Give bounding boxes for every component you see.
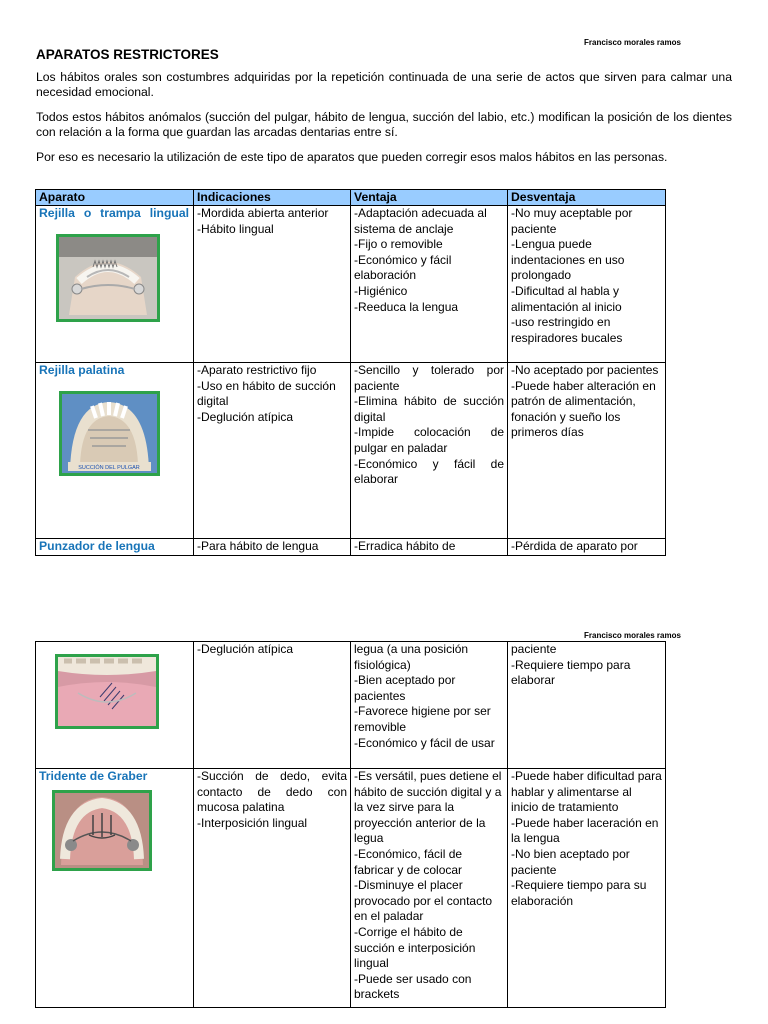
- ventaja-item: -Reeduca la lengua: [354, 299, 459, 314]
- dental-appliance-photo: [56, 234, 160, 322]
- ventaja-item: -Económico, fácil de fabricar y de colocar: [354, 846, 463, 877]
- appliance-table-continued: [35, 641, 666, 1008]
- ventaja-cell: [351, 769, 508, 1008]
- indicacion-item: -Hábito lingual: [197, 221, 274, 236]
- palatal-crib-photo: [59, 391, 160, 476]
- indicaciones-cell: [194, 769, 351, 1008]
- indicacion-item: -Deglución atípica: [197, 409, 294, 424]
- desventaja-cell: [508, 539, 666, 556]
- table-row: [36, 206, 666, 363]
- header-desventaja: Desventaja: [508, 190, 666, 206]
- desventaja-cell: [508, 769, 666, 1008]
- indicaciones-cell: [194, 539, 351, 556]
- ventaja-cell: [351, 539, 508, 556]
- aparato-name: Punzador de lengua: [39, 539, 155, 553]
- table-row: [36, 769, 666, 1008]
- header-aparato: Aparato: [36, 190, 194, 206]
- table-header-row: [36, 190, 666, 206]
- desventaja-item: -Pérdida de aparato por: [511, 539, 638, 553]
- desventaja-item: -No muy aceptable por paciente: [511, 206, 633, 236]
- indicacion-item: -Succión de dedo, evita contacto de dedo con mucosa palatina: [197, 769, 347, 815]
- indicacion-item: -Para hábito de lengua: [197, 539, 319, 553]
- desventaja-item: -Lengua puede indentaciones en uso prolongado: [511, 237, 625, 283]
- ventaja-item: -Higiénico: [354, 283, 408, 298]
- indicacion-item: -Deglución atípica: [197, 642, 294, 656]
- ventaja-cell: [351, 206, 508, 363]
- ventaja-item: -Adaptación adecuada al sistema de anclaje: [354, 206, 487, 236]
- palatal-crib-icon: [62, 394, 157, 473]
- aparato-name: Tridente de Graber: [39, 769, 148, 783]
- ventaja-item: -Sencillo y tolerado por paciente: [354, 363, 504, 393]
- aparato-name: Rejilla palatina: [39, 363, 125, 377]
- author-header: Francisco morales ramos: [584, 38, 681, 47]
- desventaja-item: paciente: [511, 642, 557, 656]
- aparato-cell: [36, 769, 194, 1008]
- tongue-spur-photo: [55, 654, 159, 729]
- ventaja-item: legua (a una posición fisiológica): [354, 642, 469, 672]
- indicacion-item: -Interposición lingual: [197, 815, 308, 830]
- graber-trident-icon: [55, 793, 149, 868]
- ventaja-item: -Impide colocación de pulgar en paladar: [354, 425, 504, 455]
- ventaja-item: -Es versátil, pues detiene el hábito de succión digital y a la vez sirve para la proyección anterior de la legua: [354, 769, 502, 846]
- desventaja-cell: [508, 363, 666, 539]
- header-ventaja: Ventaja: [351, 190, 508, 206]
- ventaja-item: -Fijo o removible: [354, 237, 443, 252]
- desventaja-item: -Dificultad al habla y alimentación al inicio: [511, 283, 622, 314]
- header-indicaciones: Indicaciones: [194, 190, 351, 206]
- ventaja-item: -Bien aceptado por pacientes: [354, 673, 456, 703]
- ventaja-cell: [351, 363, 508, 539]
- indicacion-item: -Uso en hábito de succión digital: [197, 378, 336, 409]
- desventaja-item: -Puede haber laceración en la lengua: [511, 815, 659, 846]
- ventaja-cell: [351, 642, 508, 769]
- indicacion-item: -Aparato restrictivo fijo: [197, 363, 317, 377]
- ventaja-item: -Erradica hábito de: [354, 539, 456, 553]
- ventaja-item: -Corrige el hábito de succión e interposición lingual: [354, 924, 476, 971]
- indicaciones-cell: [194, 642, 351, 769]
- table-row: [36, 363, 666, 539]
- page-title: APARATOS RESTRICTORES: [36, 47, 219, 62]
- table-row: [36, 642, 666, 769]
- intro-paragraph-1: Los hábitos orales son costumbres adquiridas por la repetición continuada de una serie de actos que sirven para calmar una necesidad emocional.: [36, 70, 732, 99]
- desventaja-item: -Requiere tiempo para su elaboración: [511, 878, 647, 908]
- ventaja-item: -Económico y fácil de elaborar: [354, 456, 504, 487]
- indicaciones-cell: [194, 363, 351, 539]
- tongue-spur-icon: [58, 657, 156, 726]
- ventaja-item: -Favorece higiene por ser removible: [354, 704, 491, 734]
- photo-caption: SUCCIÓN DEL PULGAR: [78, 465, 140, 471]
- desventaja-cell: [508, 206, 666, 363]
- ventaja-item: -Económico y fácil de usar: [354, 735, 495, 750]
- desventaja-item: -No bien aceptado por paciente: [511, 846, 630, 877]
- appliance-table: [35, 189, 666, 556]
- dental-model-icon: [59, 237, 157, 319]
- desventaja-item: -Requiere tiempo para elaborar: [511, 657, 631, 688]
- desventaja-item: -No aceptado por pacientes: [511, 363, 659, 377]
- aparato-cell: [36, 539, 194, 556]
- ventaja-item: -Puede ser usado con brackets: [354, 971, 472, 1002]
- intro-paragraph-2: Todos estos hábitos anómalos (succión del pulgar, hábito de lengua, succión del labio, etc.) modifican la posición de los dientes con relación a la forma que guardan las arcadas dentarias entre sí.: [36, 110, 732, 139]
- desventaja-item: -Puede haber dificultad para hablar y alimentarse al inicio de tratamiento: [511, 769, 662, 815]
- table-row: [36, 539, 666, 556]
- aparato-name: Rejilla o trampa lingual: [39, 206, 189, 220]
- ventaja-item: -Elimina hábito de succión digital: [354, 394, 504, 424]
- graber-trident-photo: [52, 790, 152, 871]
- indicacion-item: -Mordida abierta anterior: [197, 206, 329, 220]
- intro-paragraph-3: Por eso es necesario la utilización de este tipo de aparatos que pueden corregir esos malos hábitos en las personas.: [36, 150, 668, 164]
- indicaciones-cell: [194, 206, 351, 363]
- desventaja-item: -Puede haber alteración en patrón de alimentación, fonación y sueño los primeros días: [511, 378, 656, 440]
- aparato-cell: [36, 206, 194, 363]
- author-header: Francisco morales ramos: [584, 631, 681, 640]
- aparato-cell: [36, 642, 194, 769]
- desventaja-cell: [508, 642, 666, 769]
- ventaja-item: -Económico y fácil elaboración: [354, 252, 452, 283]
- ventaja-item: -Disminuye el placer provocado por el contacto en el paladar: [354, 878, 493, 924]
- aparato-cell: [36, 363, 194, 539]
- desventaja-item: -uso restringido en respiradores bucales: [511, 315, 623, 345]
